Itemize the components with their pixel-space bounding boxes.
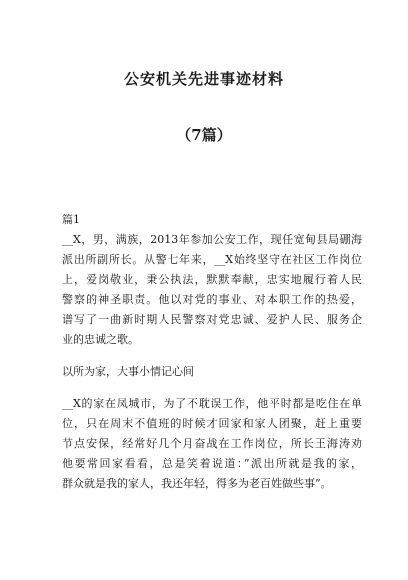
paragraph-1	[62, 230, 362, 350]
paragraph-line: 派出所副所长。从警七年来，__X始终坚守在社区工作岗位	[62, 253, 362, 266]
paragraph-line: 上，爱岗敬业，秉公执法，默默奉献，忠实地履行着人民	[62, 273, 362, 286]
section-heading: 以所为家，大事小情记心间	[62, 365, 194, 378]
document-subtitle: （7篇）	[176, 126, 232, 144]
paragraph-2	[62, 394, 362, 494]
paragraph-line: __X，男，满族，2013年参加公安工作，现任宽甸县局硼海	[62, 233, 362, 246]
paragraph-line: 谱写了一曲新时期人民警察对党忠诚、爱护人民、服务企	[62, 313, 362, 326]
paragraph-line: 业的忠诚之歌。	[62, 333, 139, 346]
section-label: 篇1	[62, 213, 80, 226]
document-body	[62, 210, 362, 494]
paragraph-line: 警察的神圣职责。他以对党的事业、对本职工作的热爱，	[62, 293, 362, 306]
document-title: 公安机关先进事迹材料	[123, 70, 284, 88]
paragraph-line: __X的家在凤城市，为了不耽误工作，他平时都是吃住在单	[62, 397, 362, 410]
paragraph-line: 节点安保，经常好几个月奋战在工作岗位，所长王海涛劝	[62, 437, 362, 450]
paragraph-line: 他要常回家看看，总是笑着说道：”派出所就是我的家，	[62, 457, 362, 470]
paragraph-line: 位，只在周末不值班的时候才回家和家人团聚，赶上重要	[62, 417, 362, 430]
paragraph-line: 群众就是我的家人，我还年轻，得多为老百姓做些事”。	[62, 477, 332, 490]
